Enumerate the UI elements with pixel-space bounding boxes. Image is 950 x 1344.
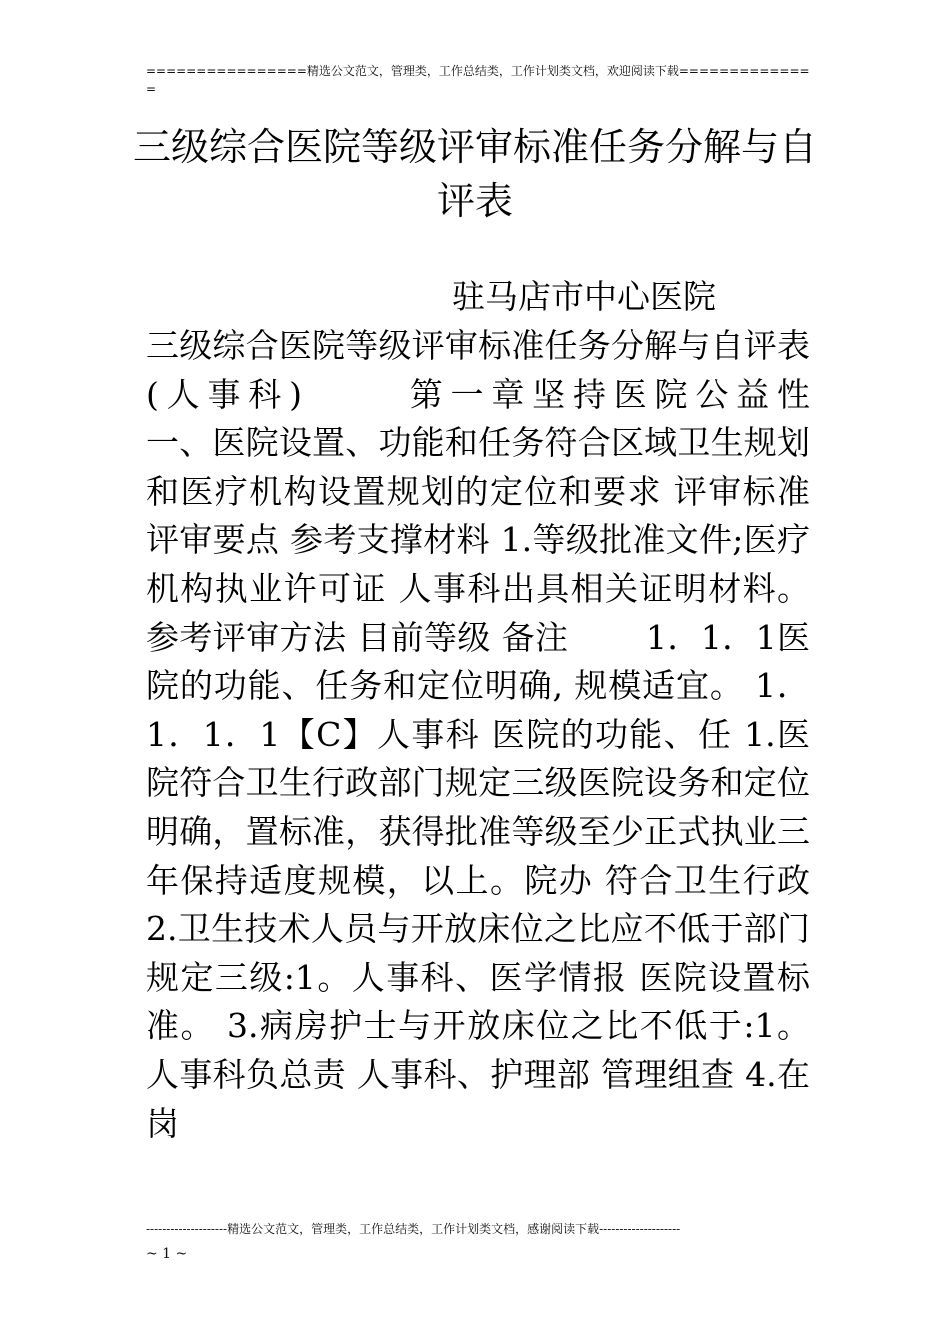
- document-body: 三级综合医院等级评审标准任务分解与自评表(人事科) 第一章坚持医院公益性 一、医院设置、功能和任务符合区域卫生规划和医疗机构设置规划的定位和要求 评审标准 评审要点 参考支撑材料 1.等级批准文件;医疗机构执业许可证 人事科出具相关证明材料。 参考评审方法 目前等级 备注 1．1．1医院的功能、任务和定位明确, 规模适宜。 1．1．1．1【C】人事科 医院的功能、任 1.医院符合卫生行政部门规定三级医院设务和定位明确，置标准，获得批准等级至少正式执业三年保持适度规模，以上。院办 符合卫生行政 2.卫生技术人员与开放床位之比应不低于部门规定三级:1。人事科、医学情报 医院设置标准。 3.病房护士与开放床位之比不低于:1。人事科负总责 人事科、护理部 管理组查 4.在岗: [146, 326, 887, 1143]
- header-banner: ================精选公文范文，管理类，工作总结类，工作计划类文档，欢迎阅读下载==============: [146, 64, 810, 96]
- page-number: ~ 1 ~: [146, 1246, 188, 1262]
- footer-banner: --------------------精选公文范文，管理类，工作总结类，工作计划类文档，感谢阅读下载--------------------: [146, 1222, 681, 1236]
- document-title: 三级综合医院等级评审标准任务分解与自评表: [132, 125, 817, 223]
- organization-name: 驻马店市中心医院: [452, 277, 716, 316]
